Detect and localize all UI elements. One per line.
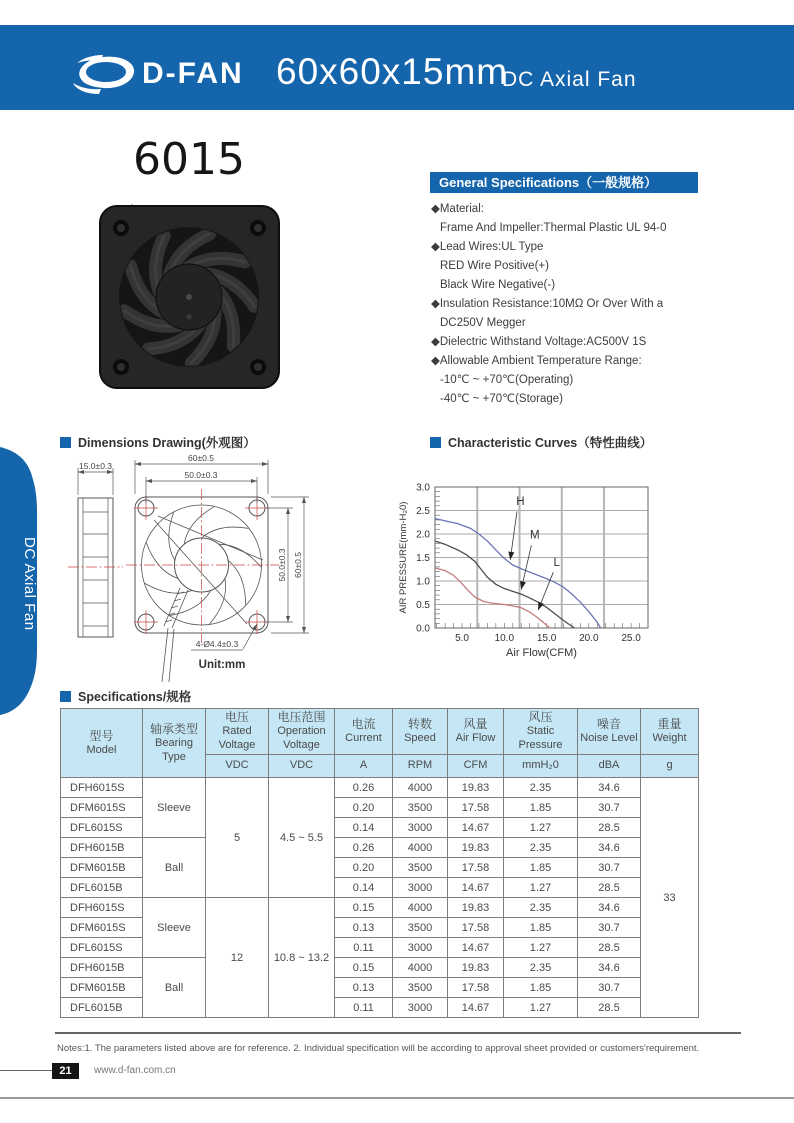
blue-square-icon xyxy=(60,437,71,448)
svg-text:2.5: 2.5 xyxy=(416,506,430,517)
col-header-noise-level: 噪音 Noise Level xyxy=(578,709,641,755)
col-header-bearing-type: 轴承类型 Bearing Type xyxy=(143,709,206,778)
table-cell: 17.58 xyxy=(448,978,504,998)
general-specs-header: General Specifications（一般规格） xyxy=(430,172,698,193)
characteristic-curves-chart xyxy=(396,472,658,687)
brand-logo-icon xyxy=(73,53,137,97)
table-cell: 34.6 xyxy=(578,958,641,978)
dim-holes: 4-Ø4.4±0.3 xyxy=(195,639,239,649)
svg-text:1.5: 1.5 xyxy=(416,553,430,564)
col-unit-static-pressure: mmH₂0 xyxy=(504,755,578,778)
svg-text:2.0: 2.0 xyxy=(416,529,430,541)
table-cell: DFM6015S xyxy=(61,918,143,938)
table-cell: DFM6015S xyxy=(61,798,143,818)
table-row xyxy=(61,778,699,798)
svg-text:Air Flow(CFM): Air Flow(CFM) xyxy=(506,647,577,659)
table-cell: 3500 xyxy=(393,978,448,998)
table-cell: 3000 xyxy=(393,998,448,1018)
table-body xyxy=(61,778,699,1018)
col-header-weight: 重量 Weight xyxy=(641,709,699,755)
svg-text:M: M xyxy=(529,529,540,542)
dimensions-title-text: Dimensions Drawing(外观图） xyxy=(78,436,256,450)
table-cell: 4000 xyxy=(393,958,448,978)
dimensions-drawing xyxy=(55,450,330,685)
table-cell: 0.26 xyxy=(335,778,393,798)
table-row xyxy=(61,958,699,978)
table-cell: 14.67 xyxy=(448,818,504,838)
table-cell: 34.6 xyxy=(578,778,641,798)
table-header xyxy=(61,709,699,778)
table-cell: 1.27 xyxy=(504,878,578,898)
table-row xyxy=(61,838,699,858)
table-cell: 1.85 xyxy=(504,978,578,998)
table-cell: 33 xyxy=(641,778,699,1018)
dim-height-outer: 60±0.5 xyxy=(293,552,303,578)
table-cell: 14.67 xyxy=(448,938,504,958)
col-unit-weight: g xyxy=(641,755,699,778)
table-cell: DFH6015S xyxy=(61,898,143,918)
table-cell: DFM6015B xyxy=(61,858,143,878)
spec-line: ◆Allowable Ambient Temperature Range: xyxy=(431,355,642,367)
table-cell: 34.6 xyxy=(578,838,641,858)
sidebar-tab-label: DC Axial Fan xyxy=(21,537,38,631)
table-cell: 1.85 xyxy=(504,918,578,938)
svg-text:5.0: 5.0 xyxy=(455,633,470,644)
header-banner xyxy=(0,25,794,110)
blue-square-icon xyxy=(430,437,441,448)
table-cell: 2.35 xyxy=(504,778,578,798)
spec-line: ◆Insulation Resistance:10MΩ Or Over With a xyxy=(431,298,664,310)
svg-text:20.0: 20.0 xyxy=(579,633,599,644)
spec-line: ◆Lead Wires:UL Type xyxy=(431,241,544,253)
table-cell: 34.6 xyxy=(578,898,641,918)
table-cell: 2.35 xyxy=(504,898,578,918)
table-cell: 3500 xyxy=(393,918,448,938)
table-cell: DFH6015B xyxy=(61,838,143,858)
brand-name: D-FAN xyxy=(142,57,244,90)
table-cell: 3000 xyxy=(393,878,448,898)
table-cell: 5 xyxy=(206,778,269,898)
svg-text:10.0: 10.0 xyxy=(494,633,515,644)
spec-line: Black Wire Negative(-) xyxy=(440,279,556,291)
table-cell: Sleeve xyxy=(143,778,206,838)
model-number-title: 6015 xyxy=(133,134,245,185)
table-cell: 0.14 xyxy=(335,818,393,838)
table-cell: 19.83 xyxy=(448,958,504,978)
table-cell: Ball xyxy=(143,838,206,898)
table-cell: 14.67 xyxy=(448,998,504,1018)
table-cell: DFL6015S xyxy=(61,938,143,958)
table-cell: 28.5 xyxy=(578,878,641,898)
table-cell: 4000 xyxy=(393,898,448,918)
spec-line: ◆Dielectric Withstand Voltage:AC500V 1S xyxy=(431,336,647,348)
spec-line: Frame And Impeller:Thermal Plastic UL 94-0 xyxy=(440,222,667,234)
table-cell: 0.15 xyxy=(335,958,393,978)
col-unit-speed: RPM xyxy=(393,755,448,778)
table-cell: 19.83 xyxy=(448,778,504,798)
table-cell: DFH6015S xyxy=(61,778,143,798)
svg-text:0.0: 0.0 xyxy=(416,623,430,635)
col-unit-operation-voltage: VDC xyxy=(269,755,335,778)
general-specs-list xyxy=(431,200,741,409)
table-cell: 1.85 xyxy=(504,798,578,818)
section-title-dimensions xyxy=(60,433,256,451)
table-cell: 0.20 xyxy=(335,798,393,818)
specifications-title-text: Specifications/规格 xyxy=(78,690,192,704)
section-title-specifications xyxy=(60,687,191,705)
table-cell: 3500 xyxy=(393,798,448,818)
svg-text:15.0: 15.0 xyxy=(536,633,557,644)
spec-line: DC250V Megger xyxy=(440,317,526,329)
table-cell: 1.27 xyxy=(504,818,578,838)
page-title-size: 60x60x15mm xyxy=(276,51,509,92)
dim-depth: 15.0±0.3 xyxy=(78,461,113,471)
col-header-model: 型号 Model xyxy=(61,709,143,778)
table-cell: 30.7 xyxy=(578,918,641,938)
table-cell: 17.58 xyxy=(448,858,504,878)
table-cell: 3000 xyxy=(393,818,448,838)
table-cell: 0.13 xyxy=(335,978,393,998)
col-unit-current: A xyxy=(335,755,393,778)
table-cell: 0.20 xyxy=(335,858,393,878)
col-unit-rated-voltage: VDC xyxy=(206,755,269,778)
col-header-air-flow: 风量 Air Flow xyxy=(448,709,504,755)
table-cell: 17.58 xyxy=(448,798,504,818)
table-cell: 4000 xyxy=(393,838,448,858)
dim-width-holes: 50.0±0.3 xyxy=(184,470,218,480)
table-cell: Ball xyxy=(143,958,206,1018)
table-cell: Sleeve xyxy=(143,898,206,958)
table-cell: DFL6015B xyxy=(61,878,143,898)
table-cell: DFH6015B xyxy=(61,958,143,978)
curves-title-text: Characteristic Curves（特性曲线） xyxy=(448,436,653,450)
page-number: 21 xyxy=(52,1063,79,1079)
section-title-curves xyxy=(430,433,652,451)
table-cell: 0.13 xyxy=(335,918,393,938)
spec-line: -10℃ ~ +70℃(Operating) xyxy=(440,374,574,386)
table-cell: 0.14 xyxy=(335,878,393,898)
specifications-table xyxy=(60,708,699,1018)
svg-text:25.0: 25.0 xyxy=(621,633,641,644)
table-cell: 10.8 ~ 13.2 xyxy=(269,898,335,1018)
table-cell: 2.35 xyxy=(504,958,578,978)
table-cell: 28.5 xyxy=(578,998,641,1018)
sidebar-tab xyxy=(0,445,46,717)
page-subtitle: DC Axial Fan xyxy=(502,68,637,91)
col-header-static-pressure: 风压 Static Pressure xyxy=(504,709,578,755)
table-cell: 0.11 xyxy=(335,998,393,1018)
table-cell: 3500 xyxy=(393,858,448,878)
notes-divider xyxy=(55,1032,741,1034)
col-header-current: 电流 Current xyxy=(335,709,393,755)
table-cell: 28.5 xyxy=(578,938,641,958)
dim-height-holes: 50.0±0.3 xyxy=(277,548,287,582)
spec-line: RED Wire Positive(+) xyxy=(440,260,549,272)
table-cell: 17.58 xyxy=(448,918,504,938)
table-cell: DFL6015B xyxy=(61,998,143,1018)
col-header-operation-voltage: 电压范围 Operation Voltage xyxy=(269,709,335,755)
table-cell: 1.27 xyxy=(504,938,578,958)
page-number-line xyxy=(0,1070,52,1071)
fan-product-photo xyxy=(97,200,282,393)
table-cell: 3000 xyxy=(393,938,448,958)
table-cell: 30.7 xyxy=(578,858,641,878)
table-cell: 0.15 xyxy=(335,898,393,918)
col-unit-air-flow: CFM xyxy=(448,755,504,778)
table-cell: DFL6015S xyxy=(61,818,143,838)
svg-text:1.0: 1.0 xyxy=(416,576,430,588)
svg-text:H: H xyxy=(516,495,525,508)
table-cell: DFM6015B xyxy=(61,978,143,998)
svg-text:3.0: 3.0 xyxy=(416,482,430,494)
svg-text:L: L xyxy=(553,556,560,569)
notes-text: Notes:1. The parameters listed above are for reference. 2. Individual specification will be according to approval sheet provided or customers'requirement. xyxy=(57,1043,700,1054)
table-row xyxy=(61,898,699,918)
table-cell: 30.7 xyxy=(578,978,641,998)
table-cell: 19.83 xyxy=(448,898,504,918)
table-cell: 4000 xyxy=(393,778,448,798)
website-url: www.d-fan.com.cn xyxy=(94,1065,176,1076)
col-header-rated-voltage: 电压 Rated Voltage xyxy=(206,709,269,755)
svg-text:AIR PRESSURE(mm-H₂0): AIR PRESSURE(mm-H₂0) xyxy=(398,501,409,614)
spec-line: ◆Material: xyxy=(431,203,484,215)
table-cell: 0.11 xyxy=(335,938,393,958)
table-cell: 19.83 xyxy=(448,838,504,858)
dim-width-outer: 60±0.5 xyxy=(188,453,214,463)
blue-square-icon xyxy=(60,691,71,702)
col-unit-noise-level: dBA xyxy=(578,755,641,778)
table-cell: 4.5 ~ 5.5 xyxy=(269,778,335,898)
table-cell: 2.35 xyxy=(504,838,578,858)
table-cell: 30.7 xyxy=(578,798,641,818)
spec-line: -40℃ ~ +70℃(Storage) xyxy=(440,393,564,405)
table-cell: 14.67 xyxy=(448,878,504,898)
table-cell: 28.5 xyxy=(578,818,641,838)
unit-label: Unit:mm xyxy=(198,659,246,671)
table-cell: 12 xyxy=(206,898,269,1018)
table-cell: 1.27 xyxy=(504,998,578,1018)
table-cell: 0.26 xyxy=(335,838,393,858)
bottom-rule xyxy=(0,1097,794,1099)
col-header-speed: 转数 Speed xyxy=(393,709,448,755)
table-cell: 1.85 xyxy=(504,858,578,878)
svg-text:0.5: 0.5 xyxy=(416,600,430,611)
